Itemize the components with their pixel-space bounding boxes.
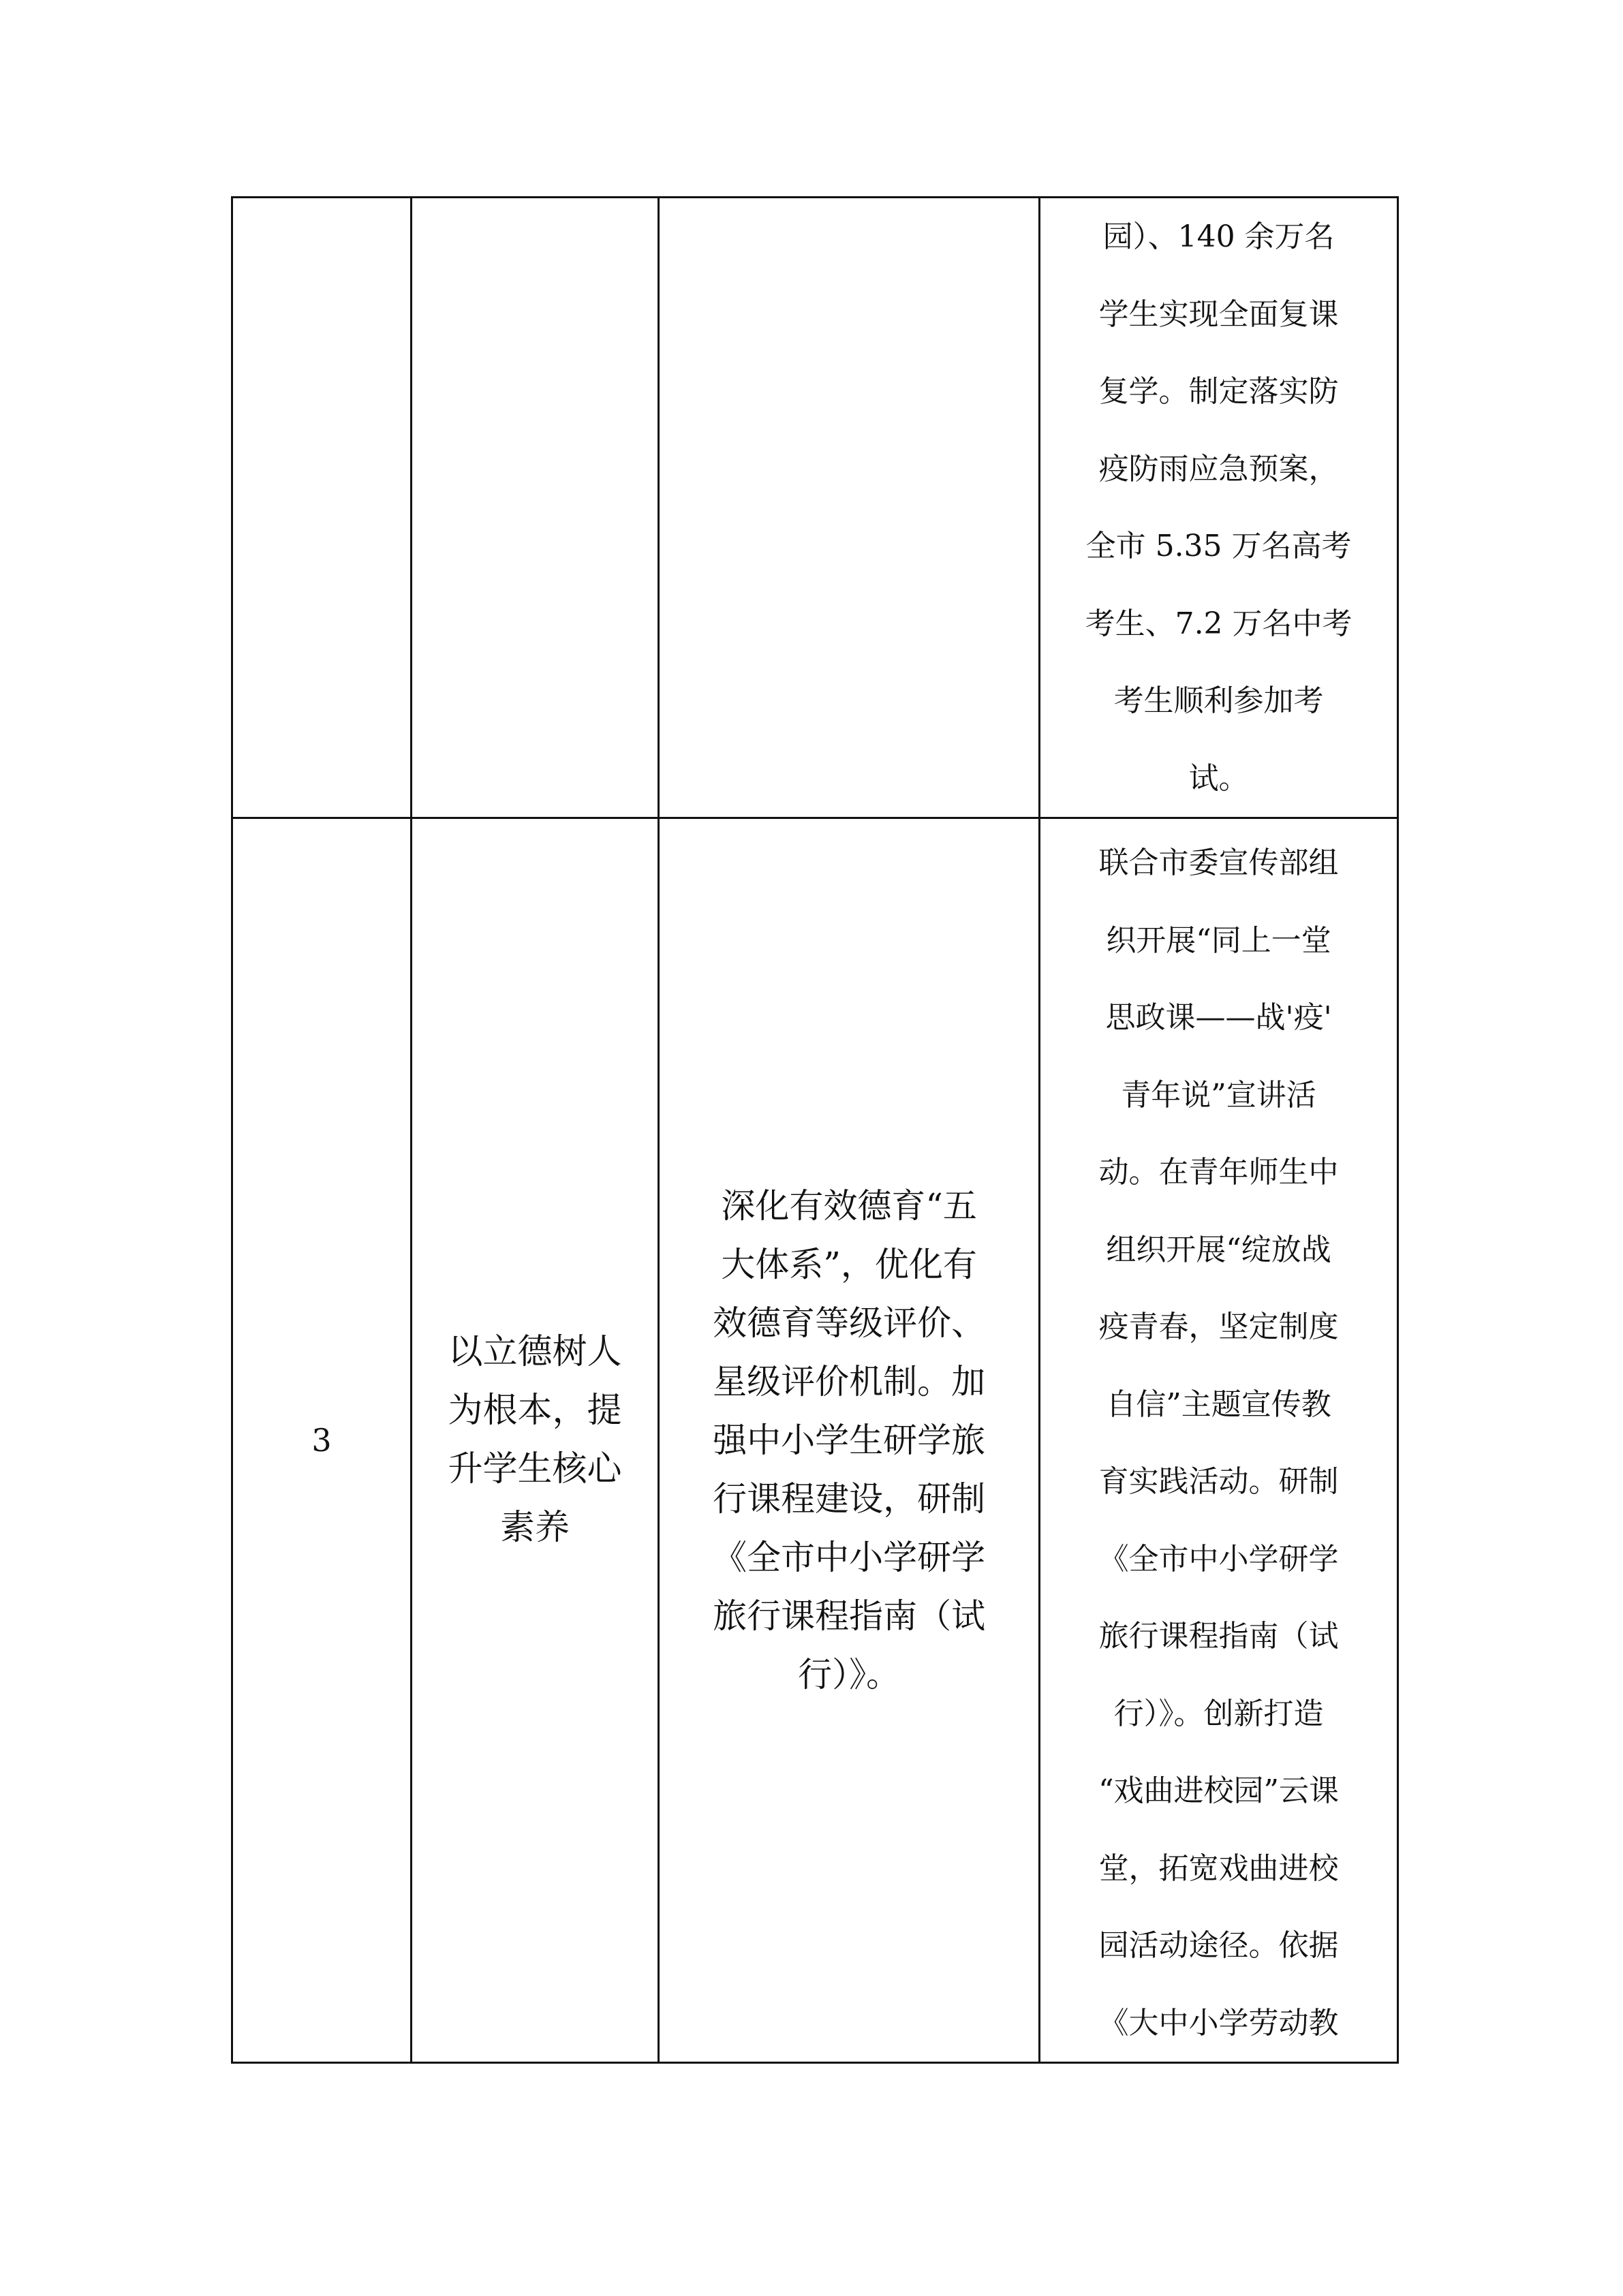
table-row: [232, 818, 1398, 2063]
progress-line: 园活动途径。依据: [1098, 1928, 1339, 1963]
measure-line: 《全市中小学研学: [713, 1538, 986, 1577]
task-line: 素养: [500, 1508, 570, 1548]
progress-line: 考生顺利参加考: [1113, 683, 1324, 718]
progress-line: 试。: [1188, 760, 1249, 796]
measure-cell: [659, 198, 1040, 818]
task-text: [412, 1323, 658, 1557]
progress-line: 思政课——战'疫': [1105, 1000, 1332, 1035]
progress-line: 复学。制定落实防: [1098, 374, 1339, 409]
measure-line: 效德育等级评价、: [713, 1303, 986, 1343]
progress-line: 联合市委宣传部组: [1098, 846, 1339, 880]
measure-line: 强中小学生研学旅: [713, 1421, 986, 1460]
progress-line: 疫青春，坚定制度: [1098, 1309, 1339, 1344]
task-cell: [411, 818, 658, 2063]
progress-line: 堂，拓宽戏曲进校: [1098, 1850, 1339, 1886]
measure-line: 星级评价机制。加: [713, 1362, 986, 1401]
measure-cell: [659, 818, 1040, 2063]
progress-line: 疫防雨应急预案，: [1098, 451, 1339, 486]
measure-text: [660, 1177, 1038, 1704]
progress-line: 动。在青年师生中: [1098, 1155, 1339, 1190]
progress-line: 行）》。创新打造: [1113, 1696, 1324, 1731]
table-row: [232, 198, 1398, 818]
progress-line: 青年说”宣讲活: [1121, 1077, 1316, 1113]
progress-text: [1040, 819, 1397, 2062]
progress-line: 考生、7.2 万名中考: [1085, 606, 1352, 641]
progress-line: 《全市中小学研学: [1098, 1541, 1339, 1577]
task-line: 升学生核心: [448, 1449, 622, 1489]
progress-line: 旅行课程指南（试: [1098, 1619, 1339, 1654]
progress-text: [1040, 198, 1397, 817]
number-cell: [232, 198, 412, 818]
measure-line: 大体系”，优化有: [721, 1245, 977, 1284]
task-line: 以立德树人: [448, 1332, 622, 1372]
progress-line: 自信”主题宣传教: [1106, 1386, 1331, 1422]
progress-line: 全市 5.35 万名高考: [1085, 529, 1352, 563]
task-cell: [411, 198, 658, 818]
progress-line: 组织开展“绽放战: [1106, 1232, 1331, 1267]
document-table: [231, 196, 1399, 2064]
measure-line: 行）》。: [798, 1655, 901, 1694]
measure-line: 深化有效德育“五: [721, 1186, 977, 1226]
measure-line: 旅行课程指南（试: [713, 1596, 986, 1636]
row-number: 3: [311, 1422, 332, 1459]
progress-line: “戏曲进校园”云课: [1098, 1773, 1340, 1808]
progress-line: 织开展“同上一堂: [1106, 922, 1331, 958]
progress-cell: [1040, 198, 1398, 818]
progress-line: 学生实现全面复课: [1098, 296, 1339, 332]
measure-line: 行课程建设，研制: [713, 1479, 986, 1519]
progress-cell: [1040, 818, 1398, 2063]
task-line: 为根本，提: [448, 1391, 622, 1431]
number-cell: [232, 818, 412, 2063]
progress-line: 园）、140 余万名: [1102, 219, 1335, 254]
progress-line: 《大中小学劳动教: [1098, 2005, 1339, 2041]
progress-line: 育实践活动。研制: [1098, 1464, 1339, 1499]
